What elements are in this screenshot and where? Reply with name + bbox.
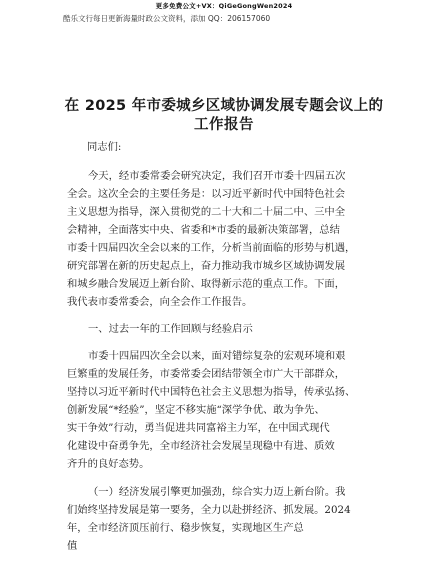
para1-line: 今天，经市委常委会研究决定，我们召开市委十四届五次: [88, 170, 346, 182]
para1-line: 主义思想为指导，深入贯彻党的二十大和二十届二中、三中全: [67, 206, 346, 218]
para3-line: 化建设中奋勇争先，全市经济社会发展呈现稳中有进、质效: [67, 440, 335, 452]
para4-line: 值: [67, 540, 78, 552]
para4-line: （一）经济发展引擎更加强劲，综合实力迈上新台阶。我: [88, 486, 346, 498]
promo-line: 酷乐文行每日更新海量时政公文资料，添加 QQ：206157060: [63, 14, 271, 23]
para3-line: 市委十四届四次全会以来，面对错综复杂的宏观环境和艰: [88, 350, 346, 362]
para1-line: 我代表市委常委会，向全会作工作报告。: [67, 296, 253, 308]
para1-line: 市委十四届四次全会以来的工作，分析当前面临的形势与机遇，: [67, 242, 356, 254]
para1-line: 会精神，全面落实中央、省委和*市委的最新决策部署，总结: [67, 224, 340, 236]
salutation: 同志们:: [87, 141, 122, 153]
para1-line: 和城乡融合发展迈上新台阶、取得新示范的重点工作。下面，: [67, 278, 346, 290]
para3-line: 创新发展“*经验”，坚定不移实施“深学争优、敢为争先、: [67, 404, 325, 416]
document-title-line-2: 工作报告: [194, 117, 254, 133]
para3-line: 坚持以习近平新时代中国特色社会主义思想为指导，传承弘扬、: [67, 386, 356, 398]
para3-line: 实干争效”行动，勇当促进共同富裕主力军，在中国式现代: [67, 422, 330, 434]
para1-line: 全会。这次全会的主要任务是：以习近平新时代中国特色社会: [67, 188, 346, 200]
para4-line: 们始终坚持发展是第一要务，全力以赴拼经济、抓发展。2024: [67, 504, 351, 516]
para1-line: 研究部署在新的历史起点上，奋力推动我市城乡区域协调发展: [67, 260, 346, 272]
document-title-line-1: 在 2025 年市委城乡区域协调发展专题会议上的: [64, 98, 384, 114]
top-banner: 更多免费公文+VX：QiGeGongWen2024: [155, 2, 293, 10]
para3-line: 巨繁重的发展任务，市委常委会团结带领全市广大干部群众，: [67, 368, 346, 380]
para3-line: 齐升的良好态势。: [67, 458, 150, 470]
section-heading: 一、过去一年的工作回顾与经验启示: [88, 323, 253, 335]
para4-line: 年，全市经济顶压前行、稳步恢复，实现地区生产总: [67, 522, 304, 534]
